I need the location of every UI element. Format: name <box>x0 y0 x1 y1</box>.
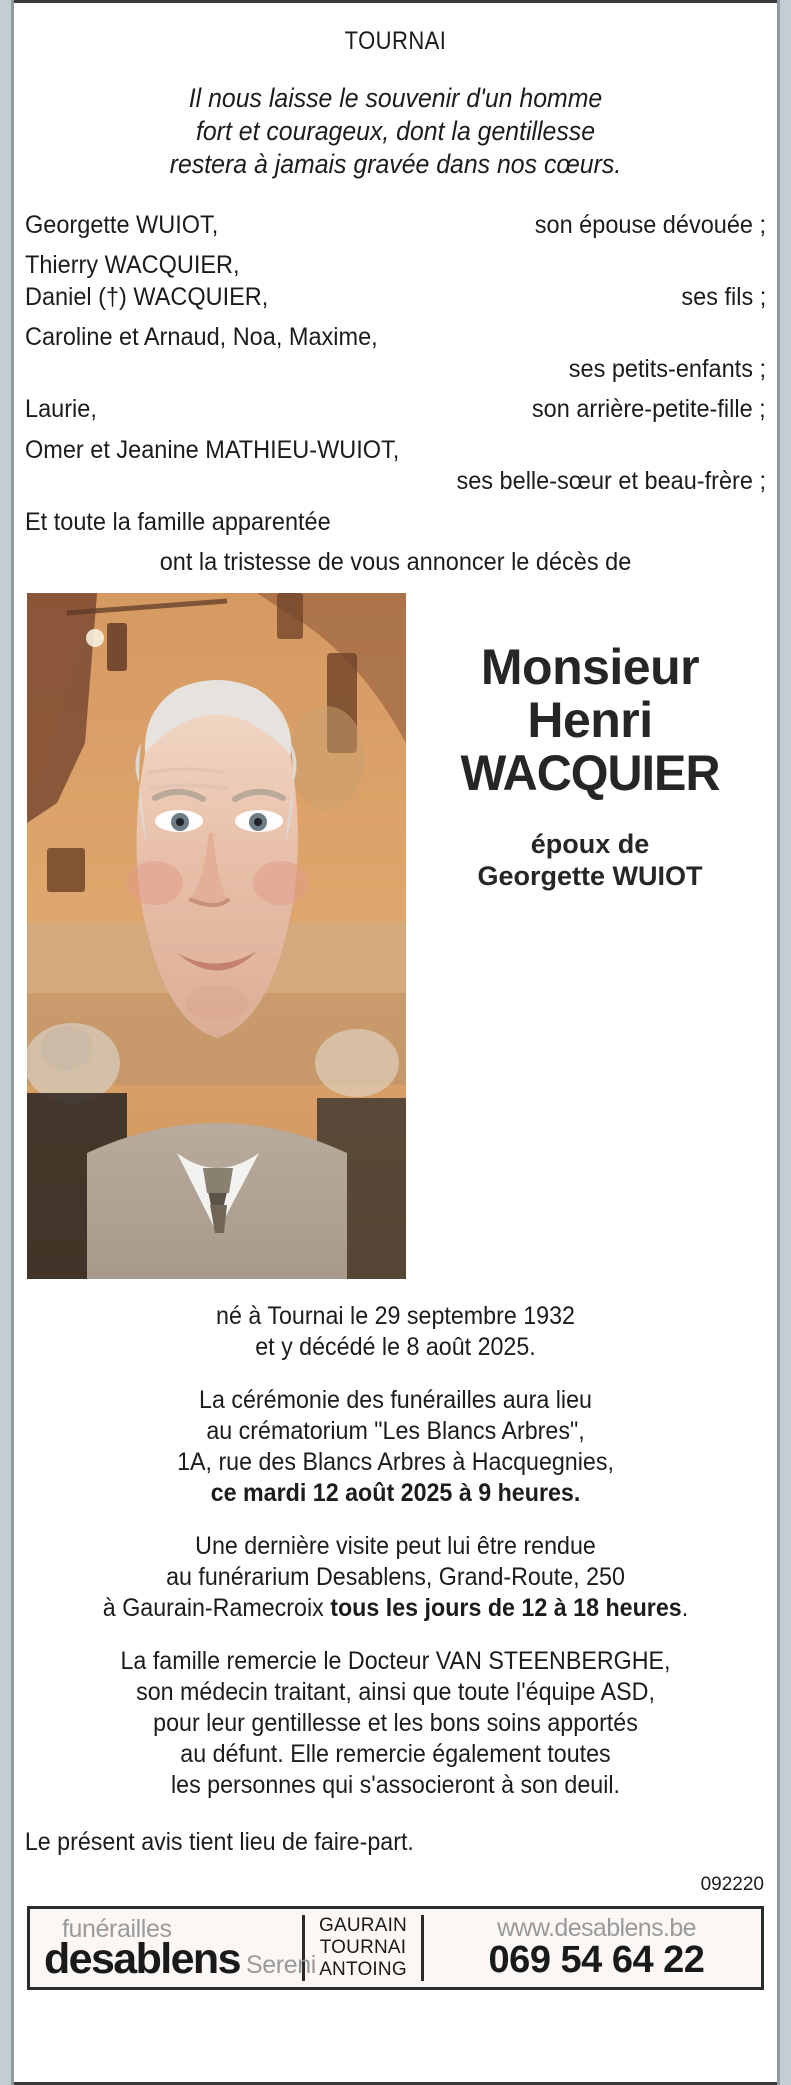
page-left-rail <box>0 0 14 2085</box>
epigraph <box>23 82 768 182</box>
deceased-surname: WACQUIER <box>460 744 720 801</box>
visit-line-1: Une dernière visite peut lui être rendue <box>195 1531 596 1560</box>
family-group-extended <box>25 507 766 539</box>
deceased-photo <box>27 593 406 1279</box>
family-names: Georgette WUIOT, <box>25 210 219 239</box>
family-group-greatgrandchild <box>25 394 766 426</box>
branch-city-3: ANTOING <box>319 1958 407 1980</box>
notice-content <box>14 3 777 1990</box>
reference-code: 092220 <box>700 1873 764 1895</box>
epigraph-line-3: restera à jamais gravée dans nos cœurs. <box>169 149 622 180</box>
phone-number[interactable]: 069 54 64 22 <box>488 1938 705 1981</box>
family-relation: ses belle-sœur et beau-frère ; <box>456 467 766 496</box>
family-names: Caroline et Arnaud, Noa, Maxime, <box>25 323 378 352</box>
thanks-paragraph <box>23 1646 768 1801</box>
ceremony-info <box>23 1385 768 1509</box>
ceremony-line-3: 1A, rue des Blancs Arbres à Hacquegnies, <box>177 1447 614 1476</box>
birth-line: né à Tournai le 29 septembre 1932 <box>216 1301 575 1330</box>
spouse-name: Georgette WUIOT <box>477 861 703 891</box>
visit-line-3 <box>53 1593 738 1624</box>
announcement-line: ont la tristesse de vous annoncer le décès de <box>159 548 632 577</box>
family-group-spouse <box>25 210 766 242</box>
visit-place: à Gaurain-Ramecroix <box>102 1593 331 1622</box>
family-row <box>25 394 766 426</box>
closing-statement: Le présent avis tient lieu de faire-part. <box>24 1827 414 1856</box>
spouse-label: époux de <box>530 828 650 859</box>
branch-city-2: TOURNAI <box>319 1936 407 1958</box>
family-names: Laurie, <box>25 395 97 424</box>
visit-info <box>23 1531 768 1624</box>
family-names: Et toute la famille apparentée <box>25 507 331 536</box>
city-heading: TOURNAI <box>344 27 447 55</box>
visit-hours: tous les jours de 12 à 18 heures <box>330 1593 682 1622</box>
deceased-title: Monsieur <box>480 638 700 695</box>
birth-death-dates <box>23 1301 768 1363</box>
thanks-line-4: au défunt. Elle remercie également toutes <box>180 1739 611 1768</box>
family-relation: son épouse dévouée ; <box>534 210 766 239</box>
ceremony-line-2: au crématorium "Les Blancs Arbres", <box>206 1416 585 1445</box>
thanks-line-1: La famille remercie le Docteur VAN STEENBERGHE, <box>120 1646 671 1675</box>
family-relation: ses petits-enfants ; <box>568 354 766 383</box>
family-relation: son arrière-petite-fille ; <box>532 395 766 424</box>
epigraph-line-1: Il nous laisse le souvenir d'un homme <box>188 83 603 113</box>
deceased-name-block <box>418 638 762 893</box>
family-group-sons <box>25 250 766 313</box>
ceremony-line-1: La cérémonie des funérailles aura lieu <box>199 1385 592 1414</box>
ceremony-datetime: ce mardi 12 août 2025 à 9 heures. <box>210 1478 581 1507</box>
family-names: Thierry WACQUIER, <box>25 251 240 280</box>
website-url[interactable]: www.desablens.be <box>497 1913 696 1942</box>
brand-sub-label: Sereni <box>246 1950 316 1979</box>
thanks-line-3: pour leur gentillesse et les bons soins apportés <box>153 1708 638 1737</box>
brand-top-label: funérailles <box>62 1914 172 1943</box>
funeral-home-banner <box>27 1906 764 1990</box>
branch-cities <box>305 1909 421 1987</box>
family-relation: ses fils ; <box>681 282 766 311</box>
page-right-rail <box>777 0 791 2085</box>
thanks-line-5: les personnes qui s'associeront à son deuil. <box>170 1770 621 1799</box>
epigraph-line-2: fort et courageux, dont la gentillesse <box>195 116 596 147</box>
family-group-inlaws <box>25 435 766 498</box>
death-line: et y décédé le 8 août 2025. <box>255 1332 536 1361</box>
visit-line-2: au funérarium Desablens, Grand-Route, 250 <box>166 1562 625 1591</box>
family-row <box>25 210 766 242</box>
brand-name: desablens <box>44 1934 240 1983</box>
family-group-grandchildren <box>25 322 766 385</box>
thanks-line-2: son médecin traitant, ainsi que toute l'équipe ASD, <box>136 1677 655 1706</box>
family-list <box>23 210 768 579</box>
family-row <box>25 282 766 314</box>
branch-city-1: GAURAIN <box>319 1914 407 1936</box>
contact-block <box>424 1909 761 1987</box>
deceased-firstname: Henri <box>527 691 653 748</box>
family-names: Daniel (†) WACQUIER, <box>25 282 269 311</box>
hero-section <box>23 593 768 1279</box>
visit-period: . <box>681 1593 689 1622</box>
family-names: Omer et Jeanine MATHIEU-WUIOT, <box>25 435 400 464</box>
brand-logo <box>30 1909 316 1987</box>
notice-sheet <box>14 0 777 2085</box>
